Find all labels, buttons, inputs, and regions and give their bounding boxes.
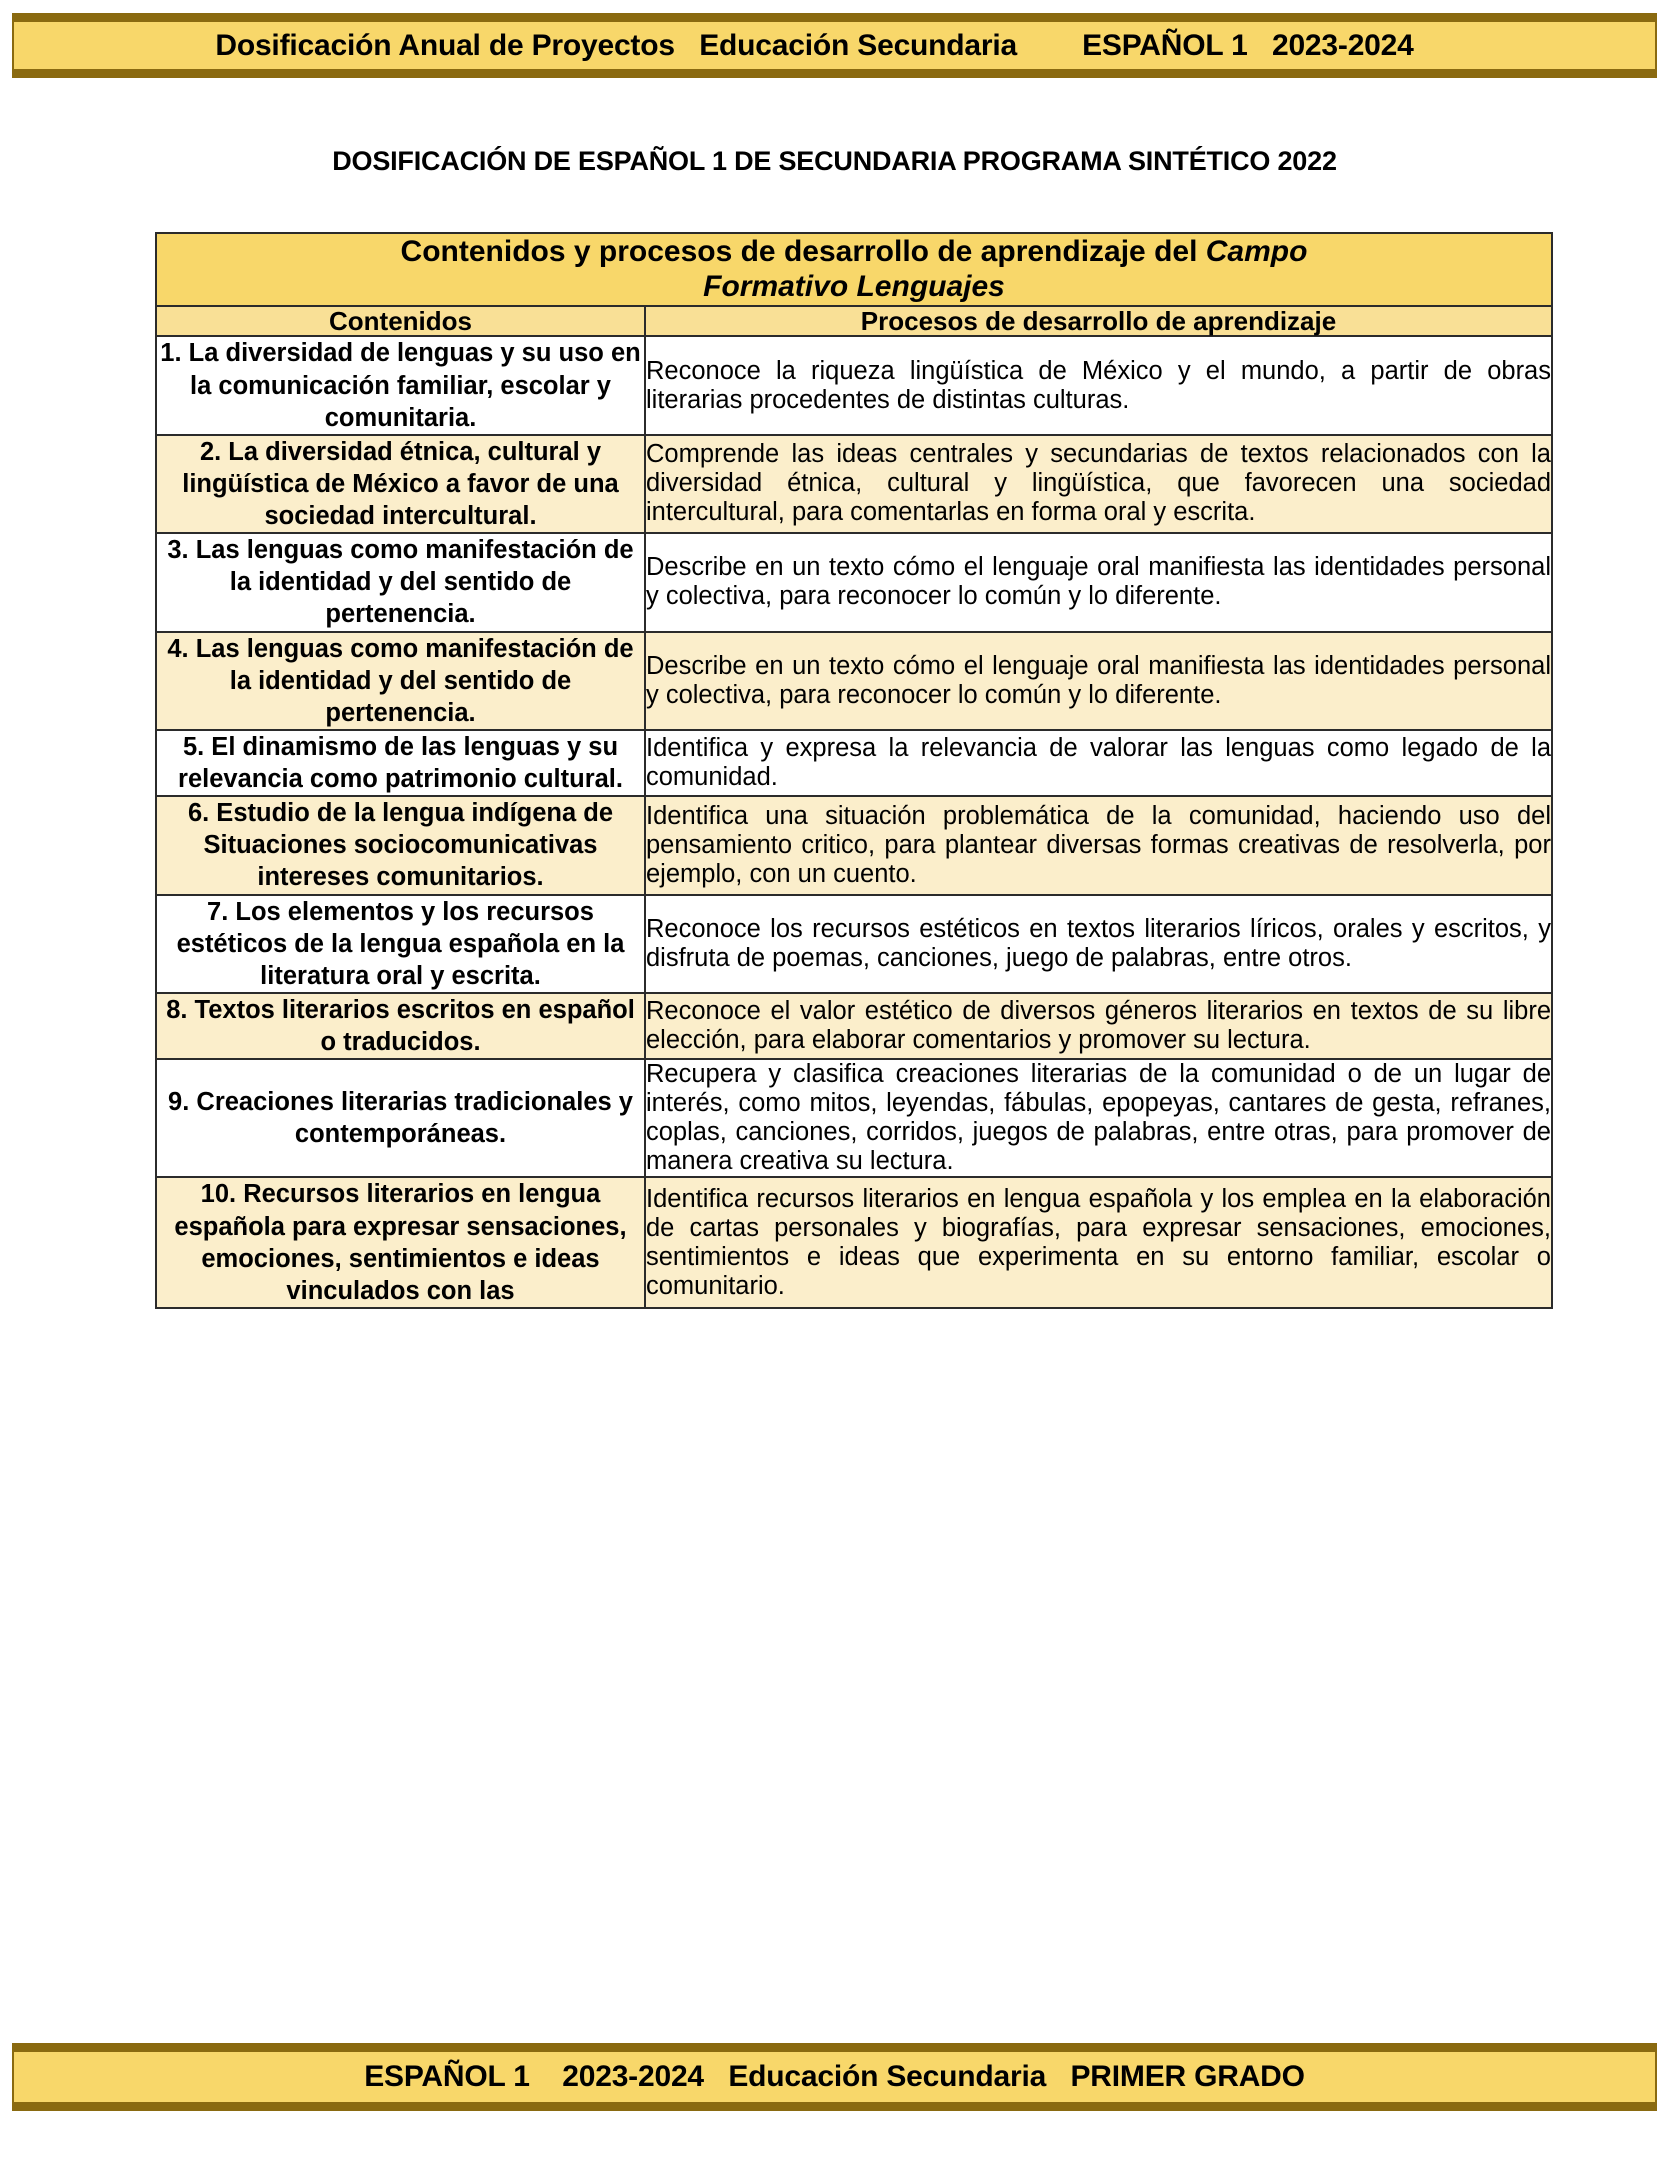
dosificacion-table [155,232,1553,1309]
header-banner-text: Dosificación Anual de Proyectos Educación Secundaria ESPAÑOL 1 2023-2024 [215,28,1414,62]
table-row [156,993,1552,1059]
table-row [156,336,1552,434]
proceso-cell: Describe en un texto cómo el lenguaje oral manifiesta las identidades personal y colectiva, para reconocer lo común y lo diferente. [645,632,1552,730]
table-row [156,796,1552,894]
contenido-cell: 4. Las lenguas como manifestación de la identidad y del sentido de pertenencia. [156,632,645,730]
contenido-cell: 3. Las lenguas como manifestación de la identidad y del sentido de pertenencia. [156,533,645,631]
contenido-cell: 10. Recursos literarios en lengua española para expresar sensaciones, emociones, sentimientos e ideas vinculados con las [156,1177,645,1308]
column-header-contenidos: Contenidos [156,306,645,337]
table-title-cell [156,233,1552,306]
column-header-procesos: Procesos de desarrollo de aprendizaje [645,306,1552,337]
header-banner [12,13,1657,78]
contenido-cell: 5. El dinamismo de las lenguas y su relevancia como patrimonio cultural. [156,730,645,796]
proceso-cell: Identifica recursos literarios en lengua española y los emplea en la elaboración de cartas personales y biografías, para expresar sensaciones, emociones, sentimientos e ideas que experimenta en su entorno familiar, escolar o comunitario. [645,1177,1552,1308]
proceso-cell: Reconoce el valor estético de diversos géneros literarios en textos de su libre elección, para elaborar comentarios y promover su lectura. [645,993,1552,1059]
proceso-cell: Recupera y clasifica creaciones literarias de la comunidad o de un lugar de interés, como mitos, leyendas, fábulas, epopeyas, cantares de gesta, refranes, coplas, canciones, corridos, juegos de palabras, entre otras, para promover de manera creativa su lectura. [645,1059,1552,1177]
table-title-row [156,233,1552,306]
table-title-text: Contenidos y procesos de desarrollo de aprendizaje del [400,235,1206,268]
table-column-header-row [156,306,1552,337]
proceso-cell: Describe en un texto cómo el lenguaje oral manifiesta las identidades personal y colectiva, para reconocer lo común y lo diferente. [645,533,1552,631]
contenido-cell: 7. Los elementos y los recursos estéticos de la lengua española en la literatura oral y escrita. [156,895,645,993]
proceso-cell: Identifica una situación problemática de la comunidad, haciendo uso del pensamiento critico, para plantear diversas formas creativas de resolverla, por ejemplo, con un cuento. [645,796,1552,894]
page-title: DOSIFICACIÓN DE ESPAÑOL 1 DE SECUNDARIA PROGRAMA SINTÉTICO 2022 [332,146,1337,176]
contenido-cell: 1. La diversidad de lenguas y su uso en la comunicación familiar, escolar y comunitaria. [156,336,645,434]
table-row [156,533,1552,631]
contenido-cell: 8. Textos literarios escritos en español o traducidos. [156,993,645,1059]
table-row [156,730,1552,796]
table-row [156,1177,1552,1308]
table-row [156,1059,1552,1177]
proceso-cell: Reconoce la riqueza lingüística de México y el mundo, a partir de obras literarias procedentes de distintas culturas. [645,336,1552,434]
table-row [156,895,1552,993]
proceso-cell: Comprende las ideas centrales y secundarias de textos relacionados con la diversidad étnica, cultural y lingüística, que favorecen una sociedad intercultural, para comentarlas en forma oral y escrita. [645,435,1552,533]
table-body [156,233,1552,1308]
contenido-cell: 6. Estudio de la lengua indígena de Situaciones sociocomunicativas intereses comunitarios. [156,796,645,894]
proceso-cell: Identifica y expresa la relevancia de valorar las lenguas como legado de la comunidad. [645,730,1552,796]
table-row [156,435,1552,533]
table-title-italic-campo: Campo [1205,235,1308,268]
table-row [156,632,1552,730]
contenido-cell: 9. Creaciones literarias tradicionales y contemporáneas. [156,1059,645,1177]
contenido-cell: 2. La diversidad étnica, cultural y lingüística de México a favor de una sociedad intercultural. [156,435,645,533]
footer-banner-text: ESPAÑOL 1 2023-2024 Educación Secundaria PRIMER GRADO [364,2060,1305,2093]
table-title-italic-formativo: Formativo Lenguajes [703,270,1005,304]
footer-banner [12,2043,1657,2111]
proceso-cell: Reconoce los recursos estéticos en textos literarios líricos, orales y escritos, y disfruta de poemas, canciones, juego de palabras, entre otros. [645,895,1552,993]
